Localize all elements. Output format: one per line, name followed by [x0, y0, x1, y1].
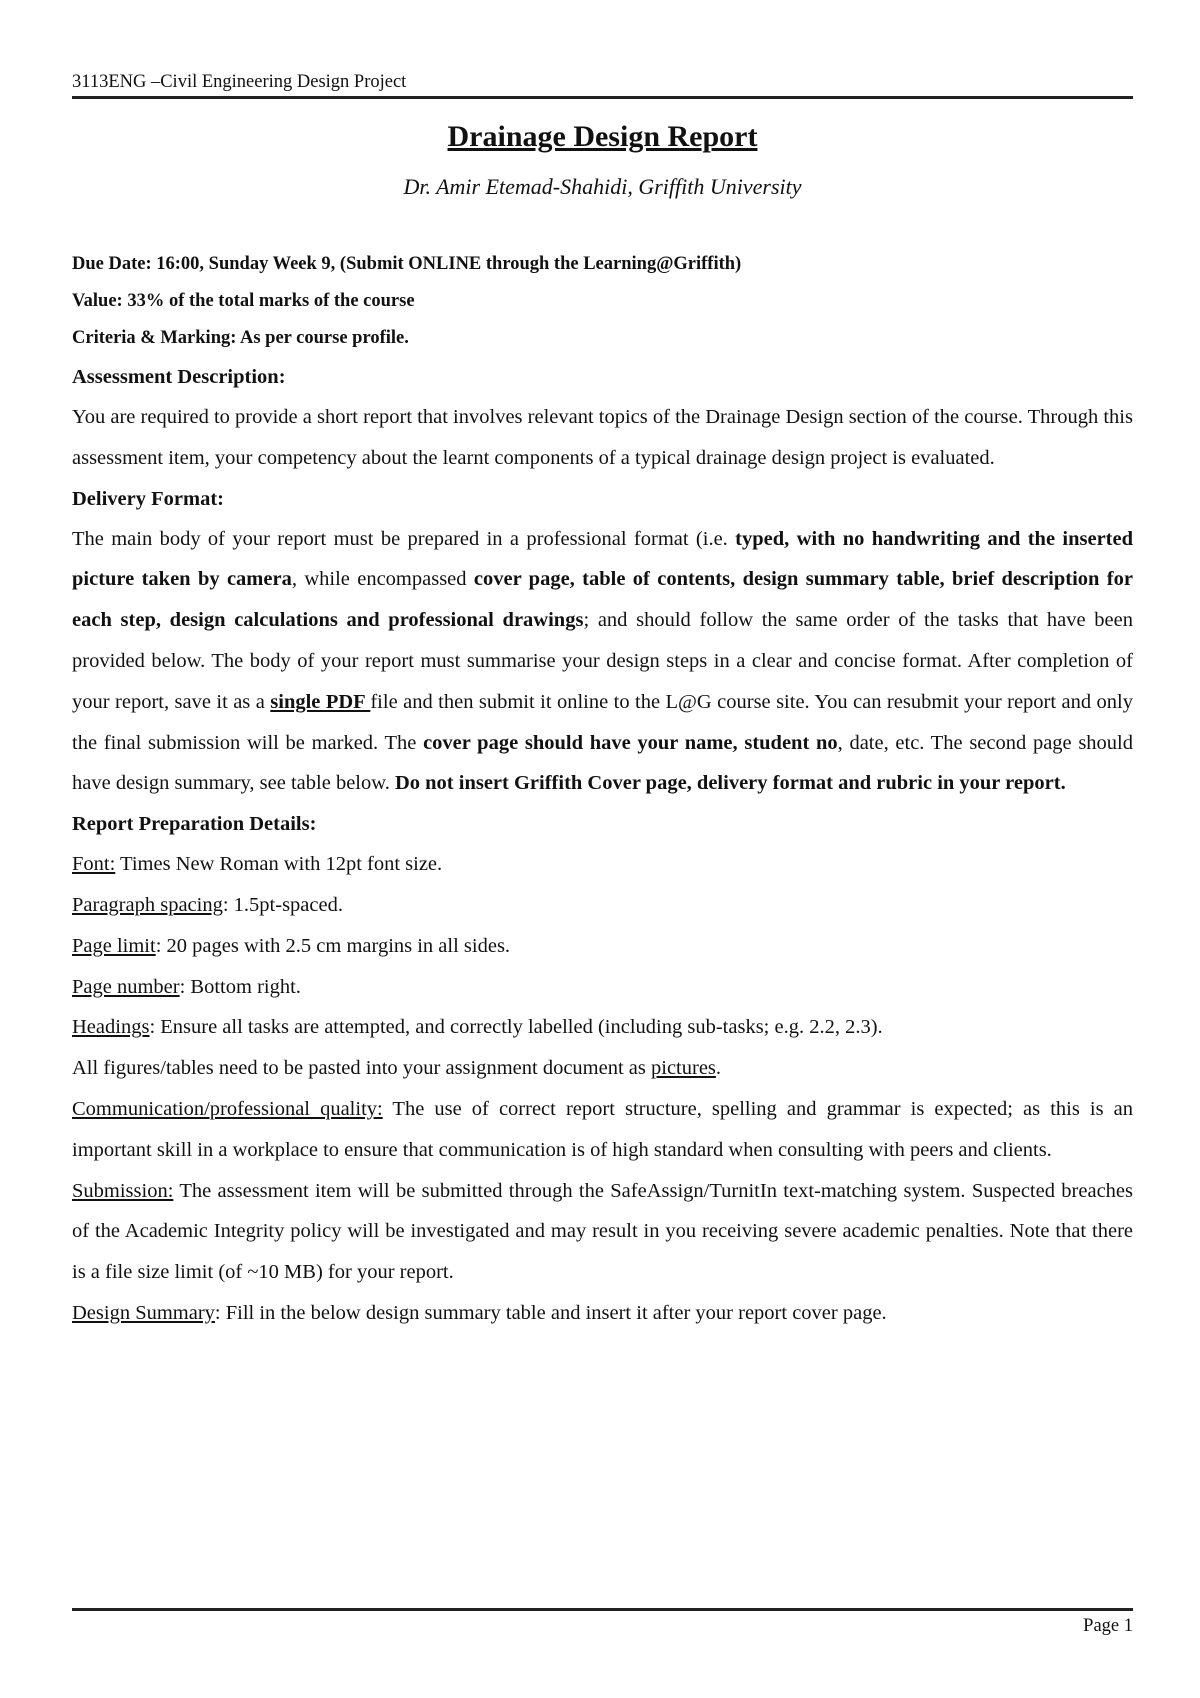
- design-summary-detail: [72, 1293, 1133, 1334]
- figures-text: All figures/tables need to be pasted into your assignment document as: [72, 1057, 651, 1080]
- figures-end: .: [715, 1057, 722, 1080]
- author-line: Dr. Amir Etemad-Shahidi, Griffith University: [403, 174, 802, 199]
- submission-detail: [72, 1171, 1133, 1293]
- delivery-text-part: , while encompassed: [291, 568, 474, 591]
- spacing-text: : 1.5pt-spaced.: [222, 893, 343, 916]
- submission-label: Submission:: [72, 1179, 174, 1202]
- page-number-text: : Bottom right.: [179, 975, 301, 998]
- delivery-emphasis: Do not insert Griffith Cover page, delivery format and rubric in your report.: [394, 772, 1066, 795]
- spacing-label: Paragraph spacing: [72, 893, 223, 916]
- value-line: Value: 33% of the total marks of the course: [72, 291, 415, 311]
- font-text: Times New Roman with 12pt font size.: [115, 853, 443, 876]
- page-number-label: Page number: [72, 975, 180, 998]
- font-detail: [72, 844, 1133, 885]
- footer-divider: [72, 1608, 1133, 1611]
- design-summary-text: : Fill in the below design summary table and insert it after your report cover page.: [214, 1301, 887, 1324]
- delivery-text-part: , date, etc. The second page should have design summary, see table below.: [72, 731, 1134, 795]
- delivery-emphasis: typed, with no handwriting and the inserted picture taken by camera: [72, 527, 1134, 591]
- prep-heading: Report Preparation Details:: [72, 813, 317, 836]
- assessment-heading: Assessment Description:: [72, 366, 286, 388]
- spacing-detail: [72, 885, 1133, 926]
- headings-label: Headings: [72, 1016, 150, 1039]
- single-pdf-emphasis: single PDF: [270, 690, 371, 713]
- submission-text: The assessment item will be submitted through the SafeAssign/TurnitIn text-matching system. Suspected breaches of the Academic Integrity policy will be investigated and may result in you receiving severe academic penalties. Note that there is a file size limit (of ~10 MB) for your report.: [72, 1179, 1133, 1284]
- figures-detail: [72, 1048, 1133, 1089]
- page-limit-detail: [72, 926, 1133, 967]
- delivery-text-part: ; and should follow the same order of the tasks that have been provided below. The body of your report must summarise your design steps in a clear and concise format. After completion of your report, save it as a: [72, 609, 1133, 713]
- design-summary-label: Design Summary: [72, 1301, 215, 1324]
- due-date: Due Date: 16:00, Sunday Week 9, (Submit ONLINE through the Learning@Griffith): [72, 254, 742, 274]
- communication-detail: [72, 1089, 1133, 1171]
- delivery-text-part: file and then submit it online to the L@G course site. You can resubmit your report and only the final submission will be marked. The: [72, 690, 1133, 754]
- headings-text: : Ensure all tasks are attempted, and correctly labelled (including sub-tasks; e.g. 2.2, 2.3).: [149, 1016, 883, 1039]
- delivery-heading: Delivery Format:: [72, 487, 224, 510]
- delivery-emphasis: cover page, table of contents, design summary table, brief description for each step, design calculations and professional drawings: [72, 568, 1133, 632]
- page-number-detail: [72, 967, 1133, 1008]
- delivery-emphasis: cover page should have your name, student no: [423, 731, 838, 754]
- headings-detail: [72, 1007, 1133, 1048]
- delivery-text-part: The main body of your report must be prepared in a professional format (i.e.: [72, 527, 736, 550]
- page-number: Page 1: [1083, 1616, 1133, 1636]
- communication-text: The use of correct report structure, spelling and grammar is expected; as this is an important skill in a workplace to ensure that communication is of high standard when consulting with peers and clients.: [72, 1097, 1134, 1161]
- assessment-text: You are required to provide a short report that involves relevant topics of the Drainage Design section of the course. Through this assessment item, your competency about the learnt components of a typical drainage design project is evaluated.: [72, 406, 1133, 469]
- document-body: [72, 246, 1133, 1334]
- font-label: Font:: [72, 853, 116, 876]
- running-header: 3113ENG –Civil Engineering Design Project: [72, 70, 1133, 99]
- document-title: Drainage Design Report: [447, 120, 758, 153]
- communication-label: Communication/professional quality:: [72, 1097, 383, 1120]
- delivery-text: [72, 519, 1133, 805]
- page-limit-label: Page limit: [72, 934, 156, 957]
- page-limit-text: : 20 pages with 2.5 cm margins in all sides.: [155, 934, 511, 957]
- criteria-line: Criteria & Marking: As per course profile.: [72, 328, 409, 348]
- pictures-word: pictures: [651, 1057, 716, 1080]
